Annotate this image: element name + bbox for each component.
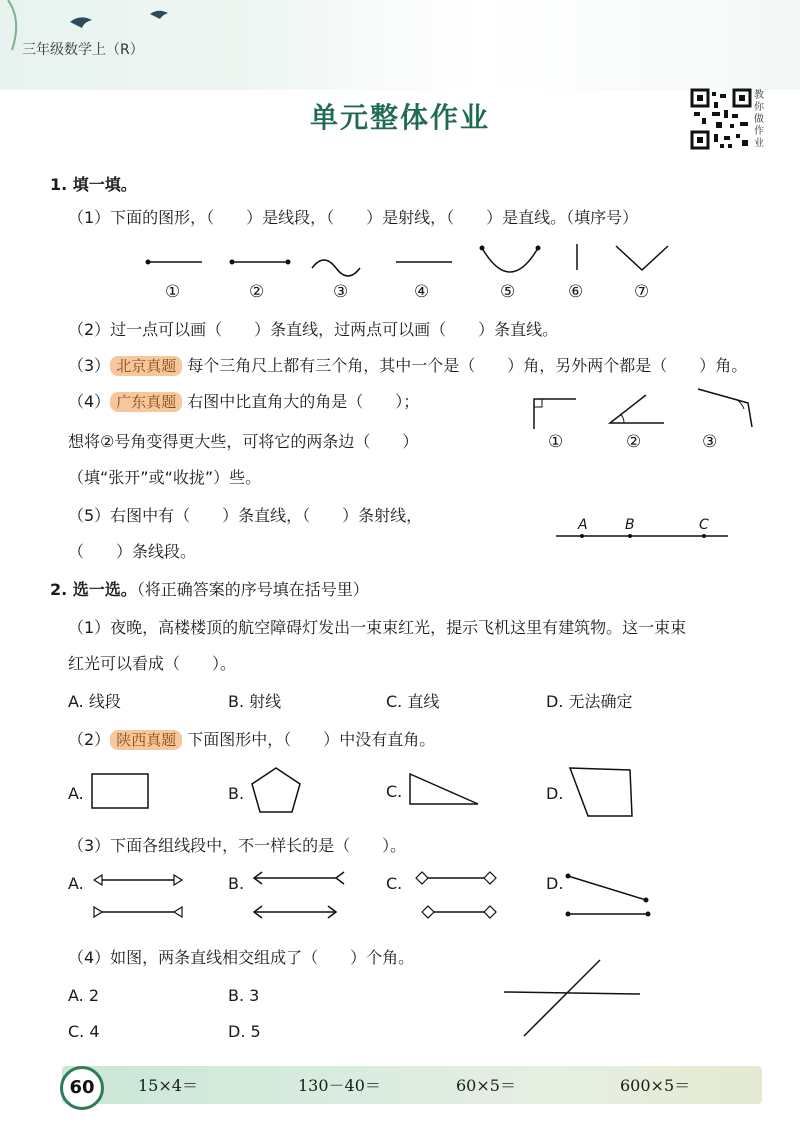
s2-q3-option-c: C.: [386, 874, 403, 893]
s2-q4-intersecting-lines: [500, 956, 650, 1040]
s2-q2: （2） 陕西真题 下面图形中，（ ）中没有直角。: [68, 730, 436, 749]
s1-q5-line1: （5）右图中有（ ）条直线，（ ）条射线，: [68, 506, 423, 525]
s2-q1-line1: （1）夜晚，高楼楼顶的航空障碍灯发出一束束红光，提示飞机这里有建筑物。这一束束: [68, 618, 687, 637]
qr-caption: 教你做作业: [754, 90, 764, 149]
fig-label-2: ②: [249, 282, 265, 302]
s1-q1: （1）下面的图形，（ ）是线段，（ ）是射线，（ ）是直线。（填序号）: [68, 208, 639, 227]
shape-pentagon: [252, 768, 300, 812]
page-number: 60: [60, 1066, 104, 1110]
s2-q3-option-d: D.: [546, 874, 564, 893]
s1-q5-line2: （ ）条线段。: [68, 542, 197, 561]
angle-2: [610, 395, 664, 423]
s2-q2-option-d: D.: [546, 784, 564, 803]
s2-q3-option-a: A.: [68, 874, 84, 893]
fig-label-6: ⑥: [568, 282, 584, 302]
source-tag: 陕西真题: [110, 730, 182, 750]
shape-right-triangle: [410, 774, 478, 804]
s2-q4-option-c: C. 4: [68, 1022, 100, 1041]
s1-q3: （3） 北京真题 每个三角尺上都有三个角，其中一个是（ ）角，另外两个都是（ ）角。: [68, 356, 748, 375]
footer-exercise-2: 130－40＝: [298, 1076, 381, 1095]
s1-q2: （2）过一点可以画（ ）条直线，过两点可以画（ ）条直线。: [68, 320, 559, 339]
s2-q2-option-c: C.: [386, 782, 403, 801]
s2-q1-option-a: A. 线段: [68, 692, 121, 711]
s2-q3: （3）下面各组线段中，不一样长的是（ ）。: [68, 836, 407, 855]
section1-heading: 1. 填一填。: [50, 175, 137, 194]
fig-label-3: ③: [333, 282, 349, 302]
s2-q4-option-a: A. 2: [68, 986, 100, 1005]
qr-code-icon[interactable]: [690, 88, 752, 150]
s2-q1-option-d: D. 无法确定: [546, 692, 633, 711]
figure-3: [312, 260, 360, 276]
segment-pair-a: [94, 875, 182, 917]
grade-label: 三年级数学上（R）: [22, 42, 144, 58]
s2-q4-option-b: B. 3: [228, 986, 260, 1005]
fig-label-7: ⑦: [634, 282, 650, 302]
figure-7: [616, 246, 668, 270]
shape-rectangle: [92, 774, 148, 808]
s1-q1-figures: [130, 238, 690, 308]
section2-heading: 2. 选一选。（将正确答案的序号填在括号里）: [50, 580, 369, 599]
angle-3: [698, 389, 752, 427]
angle-label-3: ③: [702, 432, 718, 452]
angle-label-2: ②: [626, 432, 642, 452]
segment-pair-c: [416, 872, 496, 918]
fig-label-4: ④: [414, 282, 430, 302]
s2-q2-option-a: A.: [68, 784, 84, 803]
s2-q2-shapes: [88, 764, 648, 818]
s1-q4: （4） 广东真题 右图中比直角大的角是（ ）；: [68, 392, 420, 411]
s2-q1-option-b: B. 射线: [228, 692, 282, 711]
s1-q4-line2: 想将②号角变得更大些，可将它的两条边（ ）: [68, 432, 419, 451]
point-label-a: A: [578, 517, 588, 533]
angle-label-1: ①: [548, 432, 564, 452]
shape-quadrilateral: [570, 768, 632, 816]
segment-pair-b: [254, 872, 344, 918]
s2-q1-line2: 红光可以看成（ ）。: [68, 654, 237, 673]
footer-exercise-3: 60×5＝: [456, 1076, 516, 1095]
footer-exercise-4: 600×5＝: [620, 1076, 691, 1095]
page-title: 单元整体作业: [309, 101, 490, 134]
footer-exercise-1: 15×4＝: [138, 1076, 198, 1095]
s2-q3-segments: [86, 866, 666, 926]
fig-label-5: ⑤: [500, 282, 516, 302]
figure-2: [230, 260, 291, 265]
figure-5: [480, 246, 541, 273]
s2-q1-option-c: C. 直线: [386, 692, 440, 711]
point-label-c: C: [699, 517, 709, 533]
angle-1: [534, 399, 576, 429]
s2-q4: （4）如图，两条直线相交组成了（ ）个角。: [68, 948, 415, 967]
fig-label-1: ①: [165, 282, 181, 302]
s2-q3-option-b: B.: [228, 874, 245, 893]
s2-q4-option-d: D. 5: [228, 1022, 261, 1041]
s2-q2-option-b: B.: [228, 784, 245, 803]
point-label-b: B: [625, 517, 635, 533]
s1-q4-line3: （填“张开”或“收拢”）些。: [68, 468, 262, 487]
source-tag: 广东真题: [110, 392, 182, 412]
segment-pair-d: [566, 874, 651, 917]
source-tag: 北京真题: [110, 356, 182, 376]
s1-q4-angle-figures: [520, 385, 760, 435]
figure-1: [146, 260, 203, 265]
